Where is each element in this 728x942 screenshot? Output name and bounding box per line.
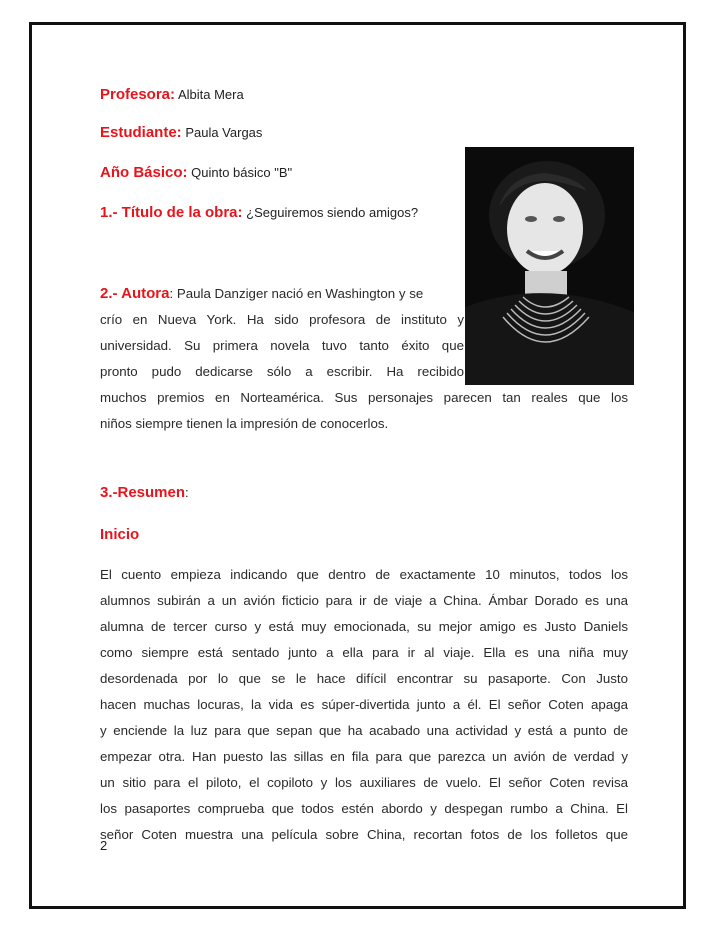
estudiante-line — [100, 124, 262, 141]
titulo-line — [100, 204, 418, 221]
body-line: y enciende la luz para que sepan que ha acabado una actividad y está a punto de — [100, 723, 628, 738]
body-line: empezar otra. Han puesto las sillas en fila para que parezca un avión de verdad y — [100, 749, 628, 764]
estudiante-label: Estudiante: — [100, 124, 182, 141]
ano-line — [100, 164, 292, 181]
body-line: hacen muchas locuras, la vida es súper-divertida junto a él. El señor Coten apaga — [100, 697, 628, 712]
body-line: alumnos subirán a un avión ficticio para ir de viaje a China. Ámbar Dorado es una — [100, 593, 628, 608]
profesora-line — [100, 86, 244, 103]
autora-line-5: muchos premios en Norteamérica. Sus personajes parecen tan reales que los — [100, 390, 628, 405]
autora-text-1: Paula Danziger nació en Washington y se — [176, 286, 424, 301]
body-line: los pasaportes comprueba que todos estén abordo y despegan rumbo a China. El — [100, 801, 628, 816]
autora-line-4: pronto pudo dedicarse sólo a escribir. Ha recibido — [100, 364, 464, 379]
inicio-heading — [100, 526, 139, 543]
body-line: un sitio para el piloto, el copiloto y los auxiliares de vuelo. El señor Coten revisa — [100, 775, 628, 790]
body-line: como siempre está sentado junto a ella para ir al viaje. Ella es una niña muy — [100, 645, 628, 660]
body-line: alumna de tercer curso y está muy emocionada, su mejor amigo es Justo Daniels — [100, 619, 628, 634]
autora-section — [100, 281, 628, 437]
titulo-label: 1.- Título de la obra: — [100, 204, 243, 221]
ano-value: Quinto básico "B" — [191, 165, 293, 180]
page-number: 2 — [100, 838, 108, 853]
body-line: El cuento empieza indicando que dentro de exactamente 10 minutos, todos los — [100, 567, 628, 582]
body-line: señor Coten muestra una película sobre China, recortan fotos de los folletos que — [100, 827, 628, 842]
autora-colon: : — [169, 286, 174, 301]
summary-body — [100, 562, 628, 848]
ano-label: Año Básico: — [100, 164, 188, 181]
profesora-value: Albita Mera — [177, 87, 244, 102]
profesora-label: Profesora: — [100, 86, 176, 103]
resumen-heading — [100, 484, 189, 501]
autora-line-3: universidad. Su primera novela tuvo tanto éxito que — [100, 338, 464, 353]
autora-line-2: crío en Nueva York. Ha sido profesora de instituto y — [100, 312, 464, 327]
estudiante-value: Paula Vargas — [185, 125, 263, 140]
titulo-value: ¿Seguiremos siendo amigos? — [246, 205, 419, 220]
body-line: desordenada por lo que se le hace difícil encontrar su pasaporte. Con Justo — [100, 671, 628, 686]
autora-line-6: niños siempre tienen la impresión de conocerlos. — [100, 416, 389, 431]
inicio-label: Inicio — [100, 526, 140, 543]
autora-label: 2.- Autora — [100, 285, 170, 302]
autora-line-1 — [100, 281, 464, 307]
resumen-label: 3.-Resumen — [100, 484, 186, 501]
resumen-colon: : — [185, 485, 189, 500]
